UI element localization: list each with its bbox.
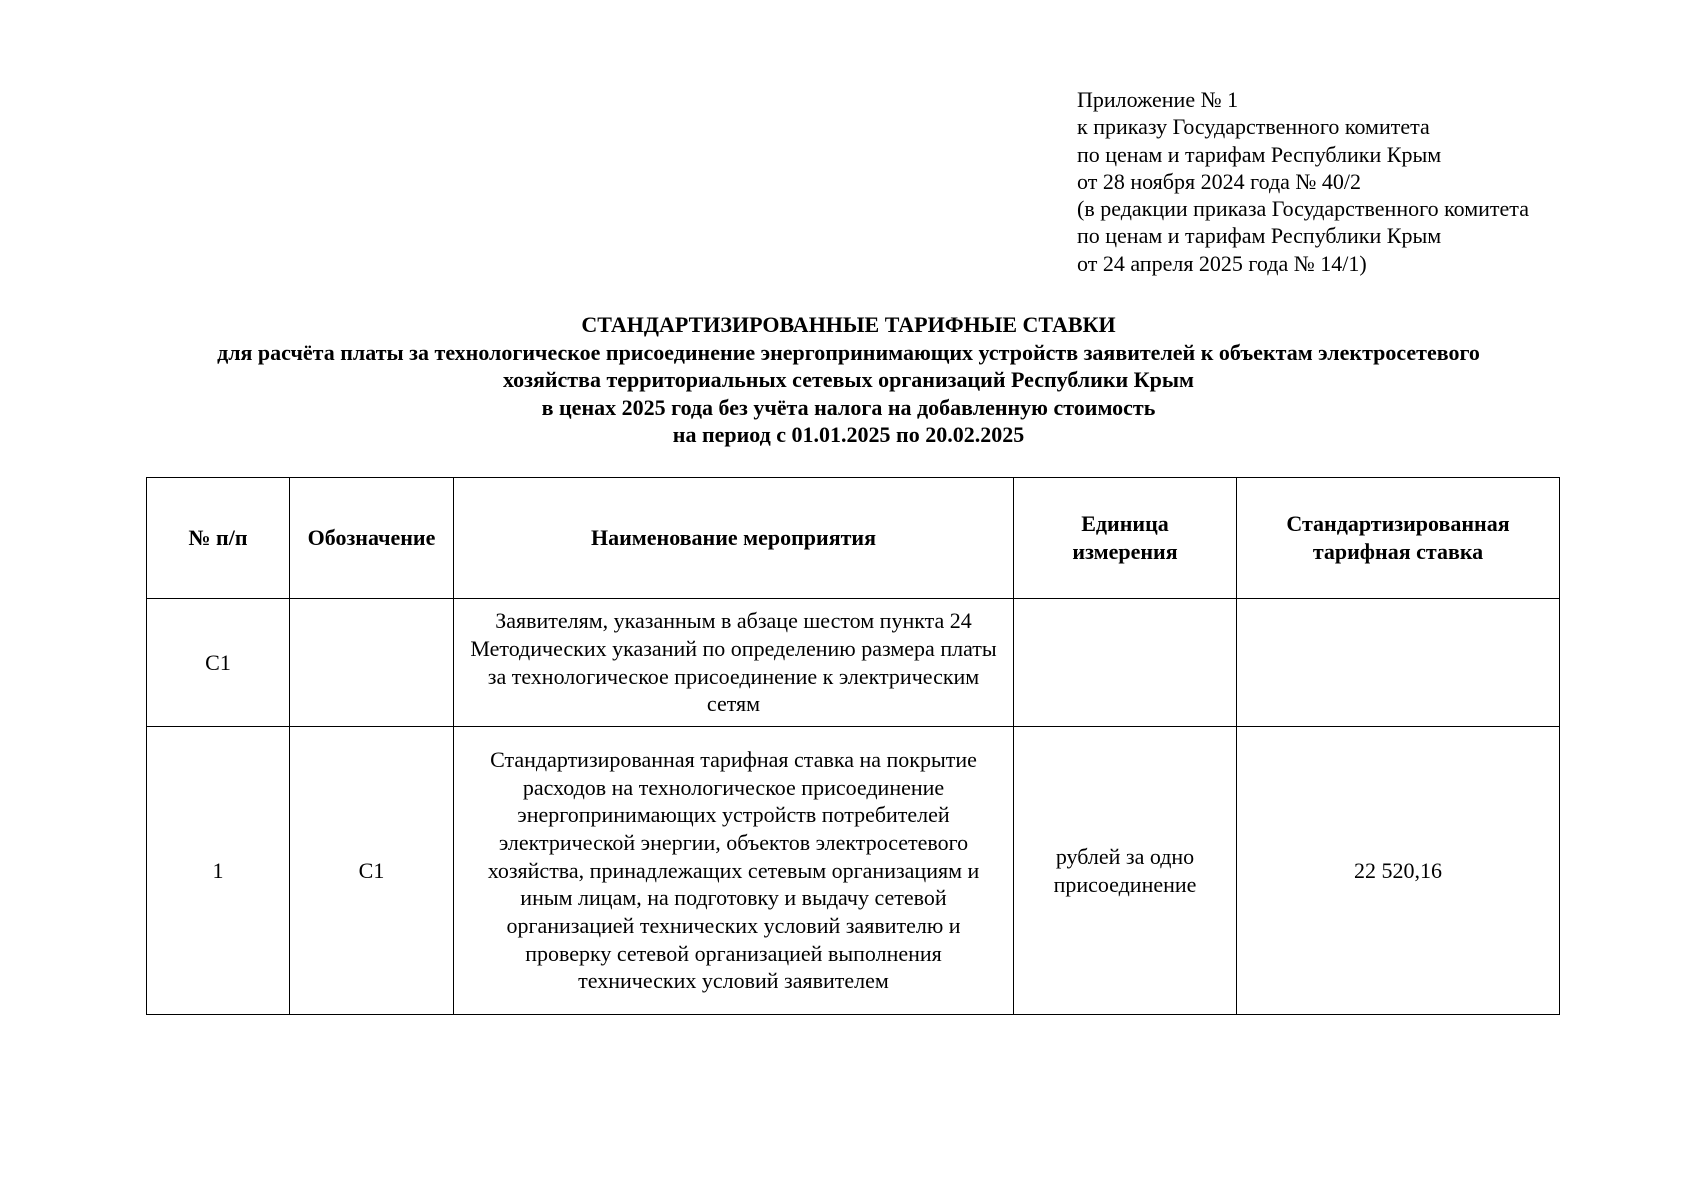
appendix-header (1077, 86, 1529, 277)
cell-code (290, 599, 454, 727)
appendix-line: от 28 ноября 2024 года № 40/2 (1077, 168, 1362, 194)
appendix-line: по ценам и тарифам Республики Крым (1077, 223, 1442, 249)
header-rate (1237, 478, 1560, 599)
header-unit-line: измерения (1072, 539, 1178, 564)
cell-unit: рублей за одно присоединение (1014, 727, 1237, 1015)
table-row (147, 727, 1560, 1015)
header-rate-line: тарифная ставка (1312, 539, 1484, 564)
cell-rate: 22 520,16 (1237, 727, 1560, 1015)
title-subline: для расчёта платы за технологическое присоединение энергопринимающих устройств заявителей к объектам электросетевого (217, 339, 1480, 365)
header-code: Обозначение (290, 478, 454, 599)
cell-unit (1014, 599, 1237, 727)
cell-name: Заявителям, указанным в абзаце шестом пункта 24 Методических указаний по определению размера платы за технологическое присоединение к электрическим сетям (454, 599, 1014, 727)
cell-code: С1 (290, 727, 454, 1015)
title-subline: в ценах 2025 года без учёта налога на добавленную стоимость (541, 394, 1156, 420)
cell-name: Стандартизированная тарифная ставка на покрытие расходов на технологическое присоединение энергопринимающих устройств потребителей электрической энергии, объектов электросетевого хозяйства, принадлежащих сетевым организациям и иным лицам, на подготовку и выдачу сетевой организацией технических условий заявителю и проверку сетевой организацией выполнения технических условий заявителем (454, 727, 1014, 1015)
header-unit (1014, 478, 1237, 599)
title-subline: хозяйства территориальных сетевых организаций Республики Крым (502, 367, 1195, 392)
header-unit-line: Единица (1081, 511, 1169, 537)
appendix-line: к приказу Государственного комитета (1077, 114, 1430, 140)
document-title (0, 311, 1697, 449)
appendix-line: Приложение № 1 (1077, 87, 1239, 112)
header-num: № п/п (147, 478, 290, 599)
cell-num: С1 (147, 599, 290, 727)
cell-rate (1237, 599, 1560, 727)
tariff-rates-table (146, 477, 1560, 1015)
appendix-line: от 24 апреля 2025 года № 14/1) (1077, 250, 1367, 276)
cell-num: 1 (147, 727, 290, 1015)
appendix-line: (в редакции приказа Государственного комитета (1077, 196, 1529, 222)
title-period: на период с 01.01.2025 по 20.02.2025 (672, 422, 1025, 447)
header-rate-line: Стандартизированная (1286, 511, 1510, 537)
title-heading: СТАНДАРТИЗИРОВАННЫЕ ТАРИФНЫЕ СТАВКИ (581, 312, 1116, 337)
appendix-line: по ценам и тарифам Республики Крым (1077, 141, 1442, 167)
header-name: Наименование мероприятия (454, 478, 1014, 599)
table-header-row (147, 478, 1560, 599)
table-row (147, 599, 1560, 727)
